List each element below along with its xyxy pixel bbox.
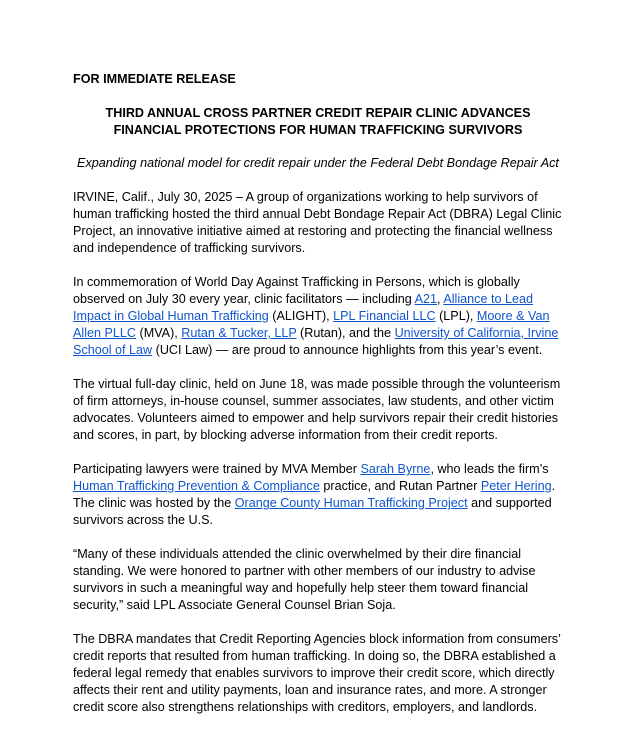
- text-line: [73, 512, 593, 529]
- text-line: affects their rent and utility payments, loan and insurance rates, and more. A stronger: [73, 683, 547, 697]
- link-ochtp[interactable]: Orange County Human Trafficking Project: [234, 496, 468, 510]
- text-line: standing. We were honored to partner with other members of our industry to advise: [73, 564, 536, 578]
- link-peter-hering[interactable]: Peter Hering: [480, 479, 552, 493]
- text-line: credit score also strengthens relationships with creditors, employers, and landlords.: [73, 700, 538, 714]
- text-line: [73, 291, 593, 308]
- text-run: Participating lawyers were trained by MVA Member: [73, 462, 361, 476]
- text-run: (LPL),: [435, 309, 477, 323]
- link-rutan-tucker[interactable]: Rutan & Tucker, LLP: [181, 326, 297, 340]
- text-run: observed on July 30 every year, clinic facilitators — including: [73, 292, 415, 306]
- text-run: In commemoration of World Day Against Trafficking in Persons, which is globally: [73, 275, 520, 289]
- text-line: [73, 308, 593, 325]
- link-moore-van-allen[interactable]: Allen PLLC: [73, 326, 137, 340]
- text-line: human trafficking hosted the third annual Debt Bondage Repair Act (DBRA) Legal Clinic: [73, 207, 562, 221]
- text-run: (ALIGHT),: [268, 309, 334, 323]
- release-label: FOR IMMEDIATE RELEASE: [73, 72, 236, 86]
- paragraph-commemoration: [73, 274, 593, 359]
- headline: [60, 105, 576, 139]
- text-line: Project, an innovative initiative aimed at restoring and protecting the financial wellness: [73, 224, 553, 238]
- link-sarah-byrne[interactable]: Sarah Byrne: [360, 462, 431, 476]
- text-line: [73, 342, 593, 359]
- text-run: practice, and Rutan Partner: [319, 479, 481, 493]
- paragraph-intro: [73, 189, 593, 257]
- text-line: security,” said LPL Associate General Counsel Brian Soja.: [73, 598, 396, 612]
- paragraph-dbra: [73, 631, 593, 716]
- link-lpl-financial[interactable]: LPL Financial LLC: [333, 309, 436, 323]
- text-line: survivors in such a meaningful way and hopefully help steer them toward financial: [73, 581, 529, 595]
- text-line: “Many of these individuals attended the clinic overwhelmed by their dire financial: [73, 547, 522, 561]
- text-line: of firm attorneys, in-house counsel, summer associates, law students, and other victim: [73, 394, 554, 408]
- text-line: [73, 495, 593, 512]
- subheadline: Expanding national model for credit repair under the Federal Debt Bondage Repair Act: [77, 156, 559, 170]
- text-run: .: [551, 479, 556, 493]
- text-line: credit reports that resulted from human trafficking. In doing so, the DBRA established a: [73, 649, 556, 663]
- headline-line: FINANCIAL PROTECTIONS FOR HUMAN TRAFFICKING SURVIVORS: [113, 123, 523, 137]
- text-run: (MVA),: [136, 326, 182, 340]
- text-line: advocates. Volunteers aimed to empower and help survivors repair their credit histories: [73, 411, 559, 425]
- text-line: and independence of trafficking survivors.: [73, 241, 306, 255]
- link-alight[interactable]: Alliance to Lead: [443, 292, 533, 306]
- text-run: , who leads the firm’s: [430, 462, 549, 476]
- text-line: The DBRA mandates that Credit Reporting Agencies block information from consumers’: [73, 632, 561, 646]
- text-line: IRVINE, Calif., July 30, 2025 – A group of organizations working to help survivors of: [73, 190, 538, 204]
- text-line: [73, 325, 593, 342]
- link-a21[interactable]: A21: [414, 292, 438, 306]
- text-line: [73, 274, 593, 291]
- text-line: [73, 478, 593, 495]
- link-uci[interactable]: University of California, Irvine: [394, 326, 559, 340]
- text-run: survivors across the U.S.: [73, 513, 213, 527]
- link-moore-van-allen[interactable]: Moore & Van: [476, 309, 550, 323]
- link-alight[interactable]: Impact in Global Human Trafficking: [73, 309, 269, 323]
- headline-line: THIRD ANNUAL CROSS PARTNER CREDIT REPAIR CLINIC ADVANCES: [105, 106, 531, 120]
- text-run: and supported: [467, 496, 552, 510]
- paragraph-quote: [73, 546, 593, 614]
- text-run: (Rutan), and the: [296, 326, 395, 340]
- text-line: The virtual full-day clinic, held on June 18, was made possible through the volunteerism: [73, 377, 561, 391]
- paragraph-clinic: [73, 376, 593, 444]
- link-practice[interactable]: Human Trafficking Prevention & Compliance: [73, 479, 320, 493]
- paragraph-training: [73, 461, 593, 529]
- link-uci-school-of-law[interactable]: School of Law: [73, 343, 153, 357]
- text-line: federal legal remedy that enables survivors to improve their credit score, which directly: [73, 666, 555, 680]
- text-line: and scores, in part, by blocking adverse information from their credit reports.: [73, 428, 498, 442]
- text-line: [73, 461, 593, 478]
- text-run: ,: [437, 292, 444, 306]
- text-run: The clinic was hosted by the: [73, 496, 235, 510]
- text-run: (UCI Law) — are proud to announce highlights from this year’s event.: [152, 343, 543, 357]
